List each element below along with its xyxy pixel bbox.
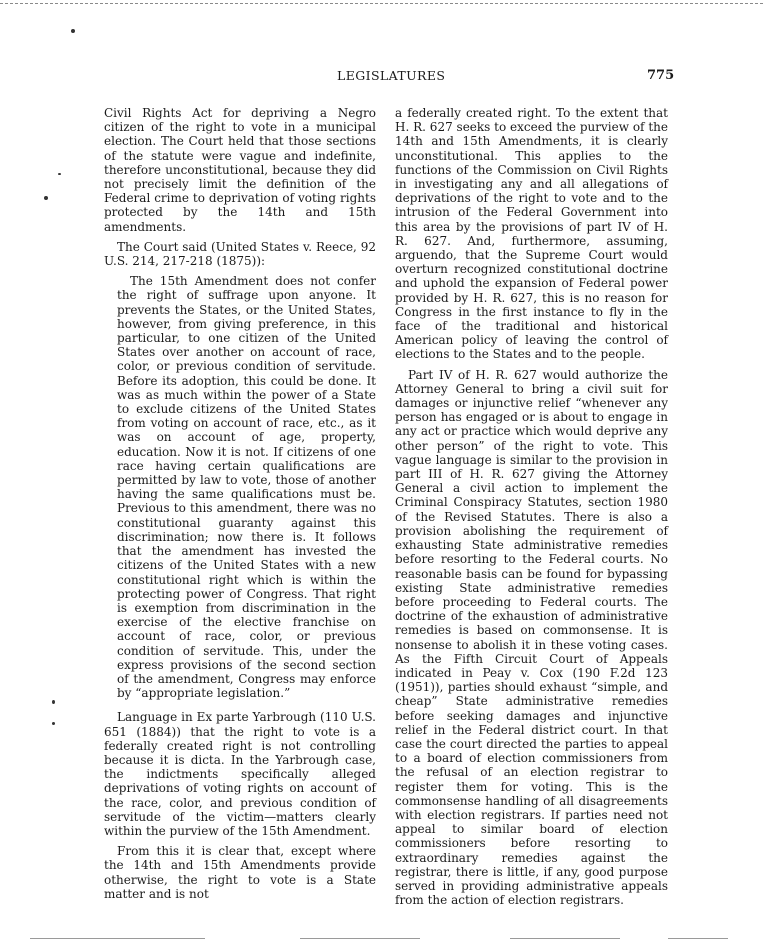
scan-edge-top <box>0 3 763 4</box>
paragraph: From this it is clear that, except where the 14th and 15th Amendments provide otherwise, the right to vote is a State matter and is not <box>104 844 376 901</box>
left-column <box>104 106 376 907</box>
scan-edge-bottom <box>30 938 205 939</box>
scan-edge-bottom <box>668 938 728 939</box>
scan-speck <box>52 700 55 704</box>
paragraph: Part IV of H. R. 627 would authorize the Attorney General to bring a civil suit for damages or injunctive relief “whenever any person has engaged or is about to engage in any act or practice which would deprive any other person” of the right to vote. This vague language is similar to the provision in part III of H. R. 627 giving the Attorney General a civil action to implement the Criminal Conspiracy Statutes, section 1980 of the Revised Statutes. There is also a provision abolishing the requirement of exhausting State administrative remedies before resorting to the Federal courts. No reasonable basis can be found for bypassing existing State administrative remedies before proceeding to Federal courts. The doctrine of the exhaustion of administrative remedies is based on commonsense. It is nonsense to abolish it in these voting cases. As the Fifth Circuit Court of Appeals indicated in Peay v. Cox (190 F.2d 123 (1951)), parties should exhaust “simple, and cheap” State administrative remedies before seeking damages and injunctive relief in the Federal district court. In that case the court directed the parties to appeal to a board of election commissioners from the refusal of an election registrar to register them for voting. This is the commonsense handling of all disagreements with election registrars. If parties need not appeal to similar board of election commissioners before resorting to extraordinary remedies against the registrar, there is little, if any, good purpose served in providing administrative appeals from the action of election registrars. <box>395 367 668 908</box>
scan-speck <box>71 29 75 33</box>
running-title: LEGISLATURES <box>337 68 446 83</box>
paragraph: Language in Ex parte Yarbrough (110 U.S. 651 (1884)) that the right to vote is a federally created right is not controlling because it is dicta. In the Yarbrough case, the indictments specifically alleged deprivations of voting rights on account of the race, color, and previous condition of servitude of the victim—matters clearly within the purview of the 15th Amendment. <box>104 710 376 838</box>
block-quote <box>117 274 376 700</box>
scan-edge-bottom <box>510 938 620 939</box>
page-header <box>0 68 763 88</box>
paragraph: Civil Rights Act for depriving a Negro citizen of the right to vote in a municipal election. The Court held that those sections of the statute were vague and indefinite, therefore unconstitutional, because they did not precisely limit the definition of the Federal crime to deprivation of voting rights protected by the 14th and 15th amendments. <box>104 106 376 234</box>
paragraph: a federally created right. To the extent that H. R. 627 seeks to exceed the purview of the 14th and 15th Amendments, it is clearly unconstitutional. This applies to the functions of the Commission on Civil Rights in investigating any and all allegations of deprivations of the right to vote and to the intrusion of the Federal Government into this area by the provisions of part IV of H. R. 627. And, furthermore, assuming, arguendo, that the Supreme Court would overturn recognized constitutional doctrine and uphold the expansion of Federal power provided by H. R. 627, this is no reason for Congress in the first instance to fly in the face of the traditional and historical American policy of leaving the control of elections to the States and to the people. <box>395 106 668 362</box>
scan-speck <box>52 722 55 725</box>
scan-edge-bottom <box>300 938 420 939</box>
page-number: 775 <box>647 68 675 83</box>
right-column <box>395 106 668 913</box>
quote-text: The 15th Amendment does not confer the right of suffrage upon anyone. It prevents the States, or the United States, however, from giving preference, in this particular, to one citizen of the United States over another on account of race, color, or previous condition of servitude. Before its adoption, this could be done. It was as much within the power of a State to exclude citizens of the United States from voting on account of race, etc., as it was on account of age, property, education. Now it is not. If citizens of one race having certain qualifications are permitted by law to vote, those of another having the same qualifications must be. Previous to this amendment, there was no constitutional guaranty against this discrimination; now there is. It follows that the amendment has invested the citizens of the United States with a new constitutional right which is within the protecting power of Congress. That right is exemption from discrimination in the exercise of the elective franchise on account of race, color, or previous condition of servitude. This, under the express provisions of the second section of the amendment, Congress may enforce by “appropriate legislation.” <box>117 274 376 701</box>
scan-speck <box>58 173 61 175</box>
scan-speck <box>44 196 48 200</box>
paragraph: The Court said (United States v. Reece, 92 U.S. 214, 217-218 (1875)): <box>104 239 376 269</box>
